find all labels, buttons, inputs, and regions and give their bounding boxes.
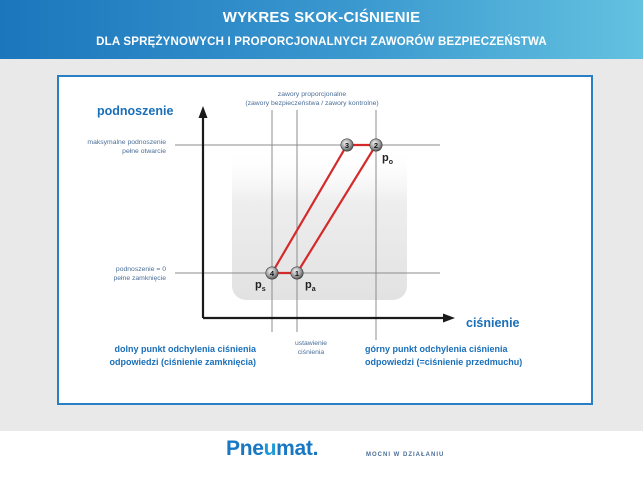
y-axis-title: podnoszenie [97, 104, 174, 118]
y-axis-arrow [199, 106, 208, 118]
upper-point-label-line2: odpowiedzi (=ciśnienie przedmuchu) [365, 357, 523, 367]
point-4 [266, 267, 278, 279]
svg-text:2: 2 [373, 141, 379, 150]
svg-text:3: 3 [344, 141, 350, 150]
tagline: MOCNI W DZIAŁANIU [366, 452, 445, 458]
point-3 [341, 139, 353, 151]
page-subtitle: DLA SPRĘŻYNOWYCH I PROPORCJONALNYCH ZAWORÓW BEZPIECZEŃSTWA [96, 36, 547, 48]
logo-highlight: u [263, 437, 277, 460]
x-axis-title: ciśnienie [466, 316, 520, 330]
proportional-label-line2: (zawory bezpieczeństwa / zawory kontrolne) [245, 100, 379, 107]
svg-text:1: 1 [294, 269, 300, 278]
zero-lift-label-line1: podnoszenie = 0 [115, 266, 166, 273]
point-1 [291, 267, 303, 279]
pa-label: $p_a$ [305, 279, 316, 293]
max-lift-label-line2: pełne otwarcie [122, 148, 166, 155]
x-axis-arrow [443, 314, 455, 323]
po-label: $p_o$ [382, 152, 394, 166]
setting-label-line2: ciśnienia [297, 349, 325, 356]
setting-label-line1: ustawienie [294, 340, 328, 347]
footer [0, 431, 643, 481]
proportional-label-line1: zawory proporcjonalne [277, 91, 347, 98]
svg-text:4: 4 [269, 269, 275, 278]
page-title: WYKRES SKOK-CIŚNIENIE [222, 9, 421, 26]
zero-lift-label-line2: pełne zamknięcie [113, 275, 166, 282]
lower-point-label-line1: dolny punkt odchylenia ciśnienia [114, 344, 256, 354]
lower-point-label-line2: odpowiedzi (ciśnienie zamknięcia) [109, 357, 256, 367]
shaded-region [232, 148, 407, 300]
upper-point-label-line1: górny punkt odchylenia ciśnienia [365, 344, 508, 354]
pneumat-logo: Pneumat. [226, 437, 319, 460]
ps-label: $p_s$ [255, 279, 266, 293]
max-lift-label-line1: maksymalne podnoszenie [87, 139, 166, 146]
point-2 [370, 139, 382, 151]
